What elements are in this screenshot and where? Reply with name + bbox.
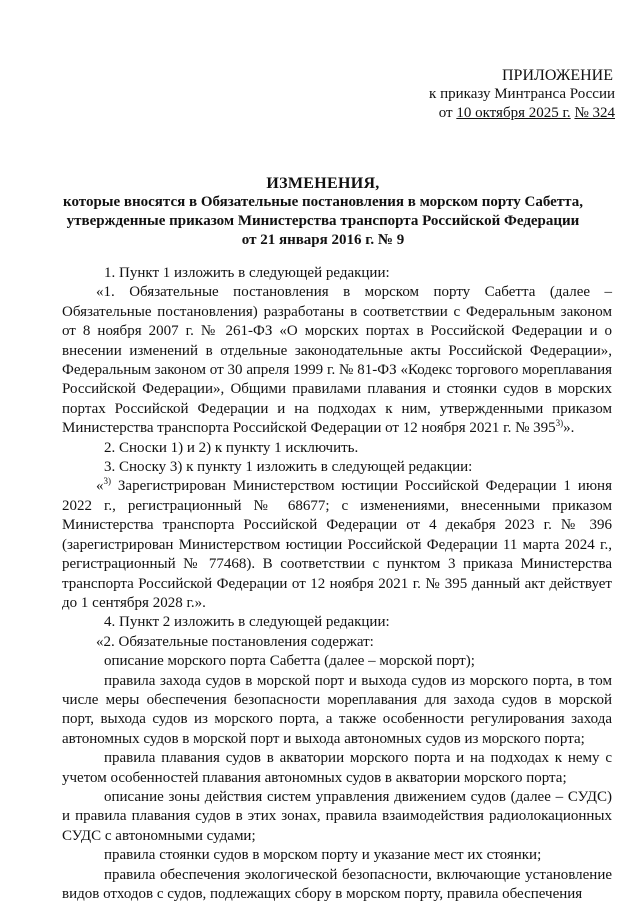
paragraph-7: «2. Обязательные постановления содержат: bbox=[96, 633, 374, 650]
heading-line-3: от 21 января 2016 г. № 9 bbox=[241, 232, 405, 248]
paragraph-11: описание зоны действия систем управления движением судов (далее – СУДС) и правила плавания судов в этих зонах, правила взаимодействия радиолокационных СУДС с автономными судами; bbox=[62, 788, 612, 844]
footnote-ref: 3) bbox=[555, 418, 564, 429]
paragraph-1: 1. Пункт 1 изложить в следующей редакции: bbox=[104, 265, 390, 281]
document-body bbox=[62, 264, 612, 904]
appendix-title: ПРИЛОЖЕНИЕ bbox=[501, 67, 613, 84]
paragraph-2-text: «1. Обязательные постановления в морском порту Сабетта (далее – Обязательные постановления) разработаны в соответствии с Федеральным законом от 8 ноября 2007 г. № 261-ФЗ «О морских портах в Российской Федерации и о внесении изменений в отдельные законодательные акты Российской Федерации», Федеральным законом от 30 апреля 1999 г. № 81-ФЗ «Кодекс торгового мореплавания Российской Федерации», Общими правилами плавания и стоянки судов в морских портах Российской Федерации и на подходах к ним, утвержденными приказом Министерства транспорта Российской Федерации от 12 ноября 2021 г. № 395 bbox=[62, 284, 612, 437]
order-reference: к приказу Минтранса России bbox=[429, 86, 615, 102]
paragraph-5 bbox=[62, 477, 612, 613]
paragraph-2-end: ». bbox=[563, 420, 575, 437]
heading-title: ИЗМЕНЕНИЯ, bbox=[266, 175, 380, 192]
order-date: 10 октября 2025 г. bbox=[456, 105, 571, 121]
paragraph-13: правила обеспечения экологической безопасности, включающие установление видов отходов с судов, подлежащих сбору в морском порту, правила обеспечения bbox=[62, 866, 612, 902]
paragraph-12: правила стоянки судов в морском порту и указание мест их стоянки; bbox=[104, 847, 542, 864]
paragraph-9: правила захода судов в морской порт и выхода судов из морского порта, в том числе меры обеспечения безопасности мореплавания для захода судов в морской порт, выхода судов из морского порта, а также особенности регулирования захода автономных судов в морской порт и выхода автономных судов из морского порта; bbox=[62, 672, 612, 747]
paragraph-5-text: Зарегистрирован Министерством юстиции Российской Федерации 1 июня 2022 г., регистрационный № 68677; с изменениями, внесенными приказом Министерства транспорта Российской Федерации от 4 декабря 2023 г. № 396 (зарегистрирован Министерством юстиции Российской Федерации 11 марта 2024 г., регистрационный № 77468). В соответствии с пунктом 3 приказа Министерства транспорта Российской Федерации от 12 ноября 2021 г. № 395 данный акт действует до 1 сентября 2028 г.». bbox=[62, 478, 612, 611]
paragraph-4: 3. Сноску 3) к пункту 1 изложить в следующей редакции: bbox=[104, 459, 473, 476]
paragraph-3: 2. Сноски 1) и 2) к пункту 1 исключить. bbox=[104, 439, 359, 456]
heading-line-2: утвержденные приказом Министерства транспорта Российской Федерации bbox=[66, 213, 580, 229]
order-number: № 324 bbox=[574, 105, 615, 121]
paragraph-5-open: « bbox=[96, 478, 104, 495]
paragraph-10: правила плавания судов в акватории морского порта и на подходах к нему с учетом особенностей плавания автономных судов в акватории морского порта; bbox=[62, 750, 612, 786]
appendix-header bbox=[429, 66, 615, 123]
paragraph-8: описание морского порта Сабетта (далее – морской порт); bbox=[104, 653, 475, 670]
document-heading bbox=[40, 174, 606, 250]
paragraph-6: 4. Пункт 2 изложить в следующей редакции: bbox=[104, 614, 390, 631]
footnote-mark: 3) bbox=[103, 476, 111, 487]
paragraph-2 bbox=[62, 283, 612, 438]
heading-line-1: которые вносятся в Обязательные постановления в морском порту Сабетта, bbox=[63, 194, 583, 210]
order-date-prefix: от bbox=[438, 105, 457, 121]
order-date-line bbox=[429, 104, 615, 123]
